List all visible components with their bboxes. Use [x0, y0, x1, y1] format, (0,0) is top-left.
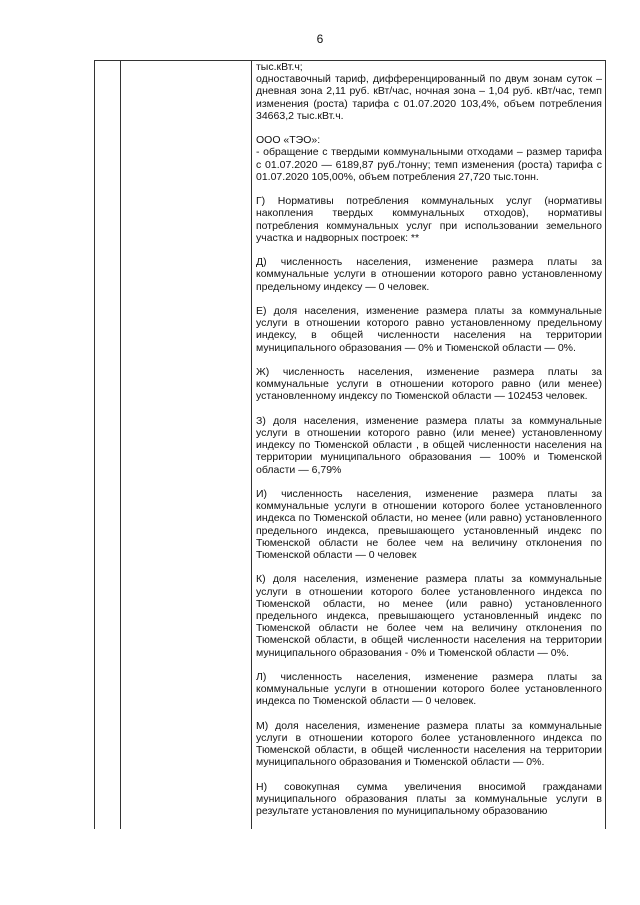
- paragraph: И) численность населения, изменение размера платы за коммунальные услуги в отношении которого более установленного индекса по Тюменской области, но менее (или равно) установленного предельного индекса, превышающего установленный индекс по Тюменской области не более чем на величину отклонения по Тюменской области — 0 человек: [256, 488, 602, 562]
- page-number: 6: [316, 32, 324, 46]
- paragraph: К) доля населения, изменение размера платы за коммунальные услуги в отношении которого более установленного индекса по Тюменской области, но менее (или равно) установленного предельного индекса, превышающего установленный индекс по Тюменской области не более чем на величину отклонения по Тюменской области, в общей численности населения на территории муниципального образования - 0% и Тюменской области — 0%.: [256, 573, 602, 659]
- column-divider: [120, 61, 121, 829]
- paragraph: ООО «ТЭО»:: [256, 134, 321, 147]
- paragraph: М) доля населения, изменение размера платы за коммунальные услуги в отношении которого более установленного индекса по Тюменской области, в общей численности населения на территории муниципального образования и Тюменской области — 0%.: [256, 719, 602, 769]
- paragraph: Е) доля населения, изменение размера платы за коммунальные услуги в отношении которого равно установленному предельному индексу, в общей численности населения на территории муниципального образования — 0% и Тюменской области — 0%.: [256, 305, 602, 354]
- paragraph: Л) численность населения, изменение размера платы за коммунальные услуги в отношении которого более установленного индекса по Тюменской области — 0 человек.: [256, 671, 602, 708]
- paragraph: тыс.кВт.ч;: [256, 61, 303, 73]
- table-cell-content: [256, 61, 602, 817]
- paragraph: - обращение с твердыми коммунальными отходами – размер тарифа с 01.07.2020 — 6189,87 руб./тонну; темп изменения (роста) тарифа с 01.07.2020 105,00%, объем потребления 27,720 тыс.тонн.: [256, 146, 602, 183]
- paragraph: одноставочный тариф, дифференцированный по двум зонам суток – дневная зона 2,11 руб. кВт/час, ночная зона – 1,04 руб. кВт/час, темп изменения (роста) тарифа с 01.07.2020 103,4%, объем потребления 34663,2 тыс.кВт.ч.: [256, 73, 602, 122]
- paragraph: Н) совокупная сумма увеличения вносимой гражданами муниципального образования платы за коммунальные услуги в результате установления по муниципальному образованию: [256, 780, 602, 818]
- paragraph: З) доля населения, изменение размера платы за коммунальные услуги в отношении которого равно (или менее) установленному индексу по Тюменской области , в общей численности населения на территории муниципального образования — 100% и Тюменской области — 6,79%: [256, 414, 602, 476]
- document-table: [94, 60, 606, 829]
- paragraph: Ж) численность населения, изменение размера платы за коммунальные услуги в отношении которого равно (или менее) установленному индексу по Тюменской области — 102453 человек.: [256, 366, 602, 403]
- paragraph: Г) Нормативы потребления коммунальных услуг (нормативы накопления твердых коммунальных отходов), нормативы потребления коммунальных услуг при использовании земельного участка и надворных построек: **: [256, 195, 602, 244]
- column-divider: [251, 61, 252, 829]
- paragraph: Д) численность населения, изменение размера платы за коммунальные услуги в отношении которого равно установленному предельному индексу — 0 человек.: [256, 256, 602, 293]
